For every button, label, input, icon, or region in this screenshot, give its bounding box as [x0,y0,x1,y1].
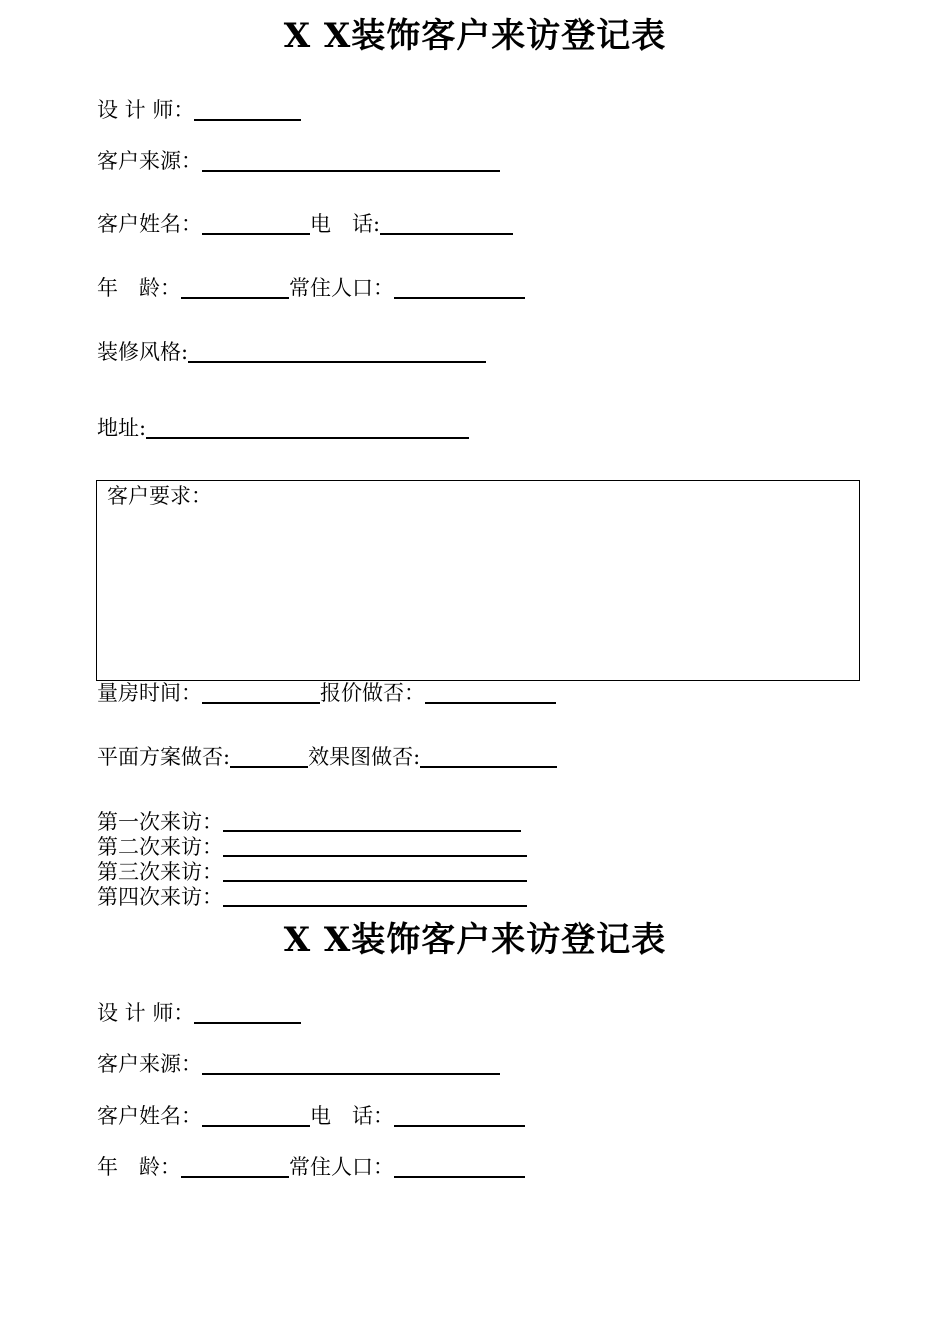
household-field[interactable] [394,275,525,299]
phone-label: 电 话: [310,212,381,236]
style-label: 装修风格: [97,340,189,364]
form2-name-label: 客户姓名： [97,1104,202,1128]
phone-field[interactable] [380,211,513,235]
visit4-field[interactable] [223,883,527,907]
visit3-label: 第三次来访： [97,860,223,884]
style-row [97,338,486,366]
visit3-field[interactable] [223,858,527,882]
form2-source-label: 客户来源： [97,1052,202,1076]
quote-done-field[interactable] [425,680,556,704]
name-phone-row [97,210,513,238]
visit2-label: 第二次来访： [97,835,223,859]
requirements-box[interactable] [96,480,860,681]
designer-field[interactable] [194,97,301,121]
visit2-row [97,833,527,858]
address-label: 地址: [97,416,147,440]
age-field[interactable] [181,275,289,299]
age-label: 年 龄： [97,276,181,300]
quote-done-label: 报价做否： [320,681,425,705]
plan-done-label: 平面方案做否: [97,745,231,769]
source-field[interactable] [202,148,500,172]
form2-designer-label: 设 计 师： [97,1001,195,1025]
form2-age-label: 年 龄： [97,1155,181,1179]
form2-phone-label: 电 话： [310,1104,394,1128]
designer-row [97,96,301,124]
measure-time-field[interactable] [202,680,320,704]
visit1-field[interactable] [223,808,521,832]
form1-title: X X装饰客户来访登记表 [283,16,667,56]
form2-age-household-row [97,1153,525,1181]
address-row [97,414,469,442]
plan-done-field[interactable] [230,744,308,768]
plan-render-row [97,743,557,771]
measure-quote-row [97,679,556,707]
source-label: 客户来源： [97,149,202,173]
address-field[interactable] [146,415,469,439]
form2-household-label: 常住人口： [289,1155,394,1179]
form2-household-field[interactable] [394,1154,525,1178]
name-field[interactable] [202,211,310,235]
designer-label: 设 计 师： [97,98,195,122]
form2-phone-field[interactable] [394,1103,525,1127]
form2-designer-field[interactable] [194,1000,301,1024]
name-label: 客户姓名： [97,212,202,236]
requirements-label: 客户要求： [107,484,212,508]
measure-time-label: 量房时间： [97,681,202,705]
source-row [97,147,500,175]
form2-age-field[interactable] [181,1154,289,1178]
household-label: 常住人口： [289,276,394,300]
render-done-field[interactable] [420,744,557,768]
form2-source-row [97,1050,500,1078]
visit1-label: 第一次来访： [97,810,223,834]
render-done-label: 效果图做否: [308,745,421,769]
form2-title: X X装饰客户来访登记表 [283,920,667,960]
form2-source-field[interactable] [202,1051,500,1075]
visit1-row [97,808,521,833]
visit4-label: 第四次来访： [97,885,223,909]
form2-name-phone-row [97,1102,525,1130]
visit3-row [97,858,527,883]
style-field[interactable] [188,339,486,363]
form2-designer-row [97,999,301,1027]
age-household-row [97,274,525,302]
visit2-field[interactable] [223,833,527,857]
form2-name-field[interactable] [202,1103,310,1127]
visit4-row [97,883,527,908]
